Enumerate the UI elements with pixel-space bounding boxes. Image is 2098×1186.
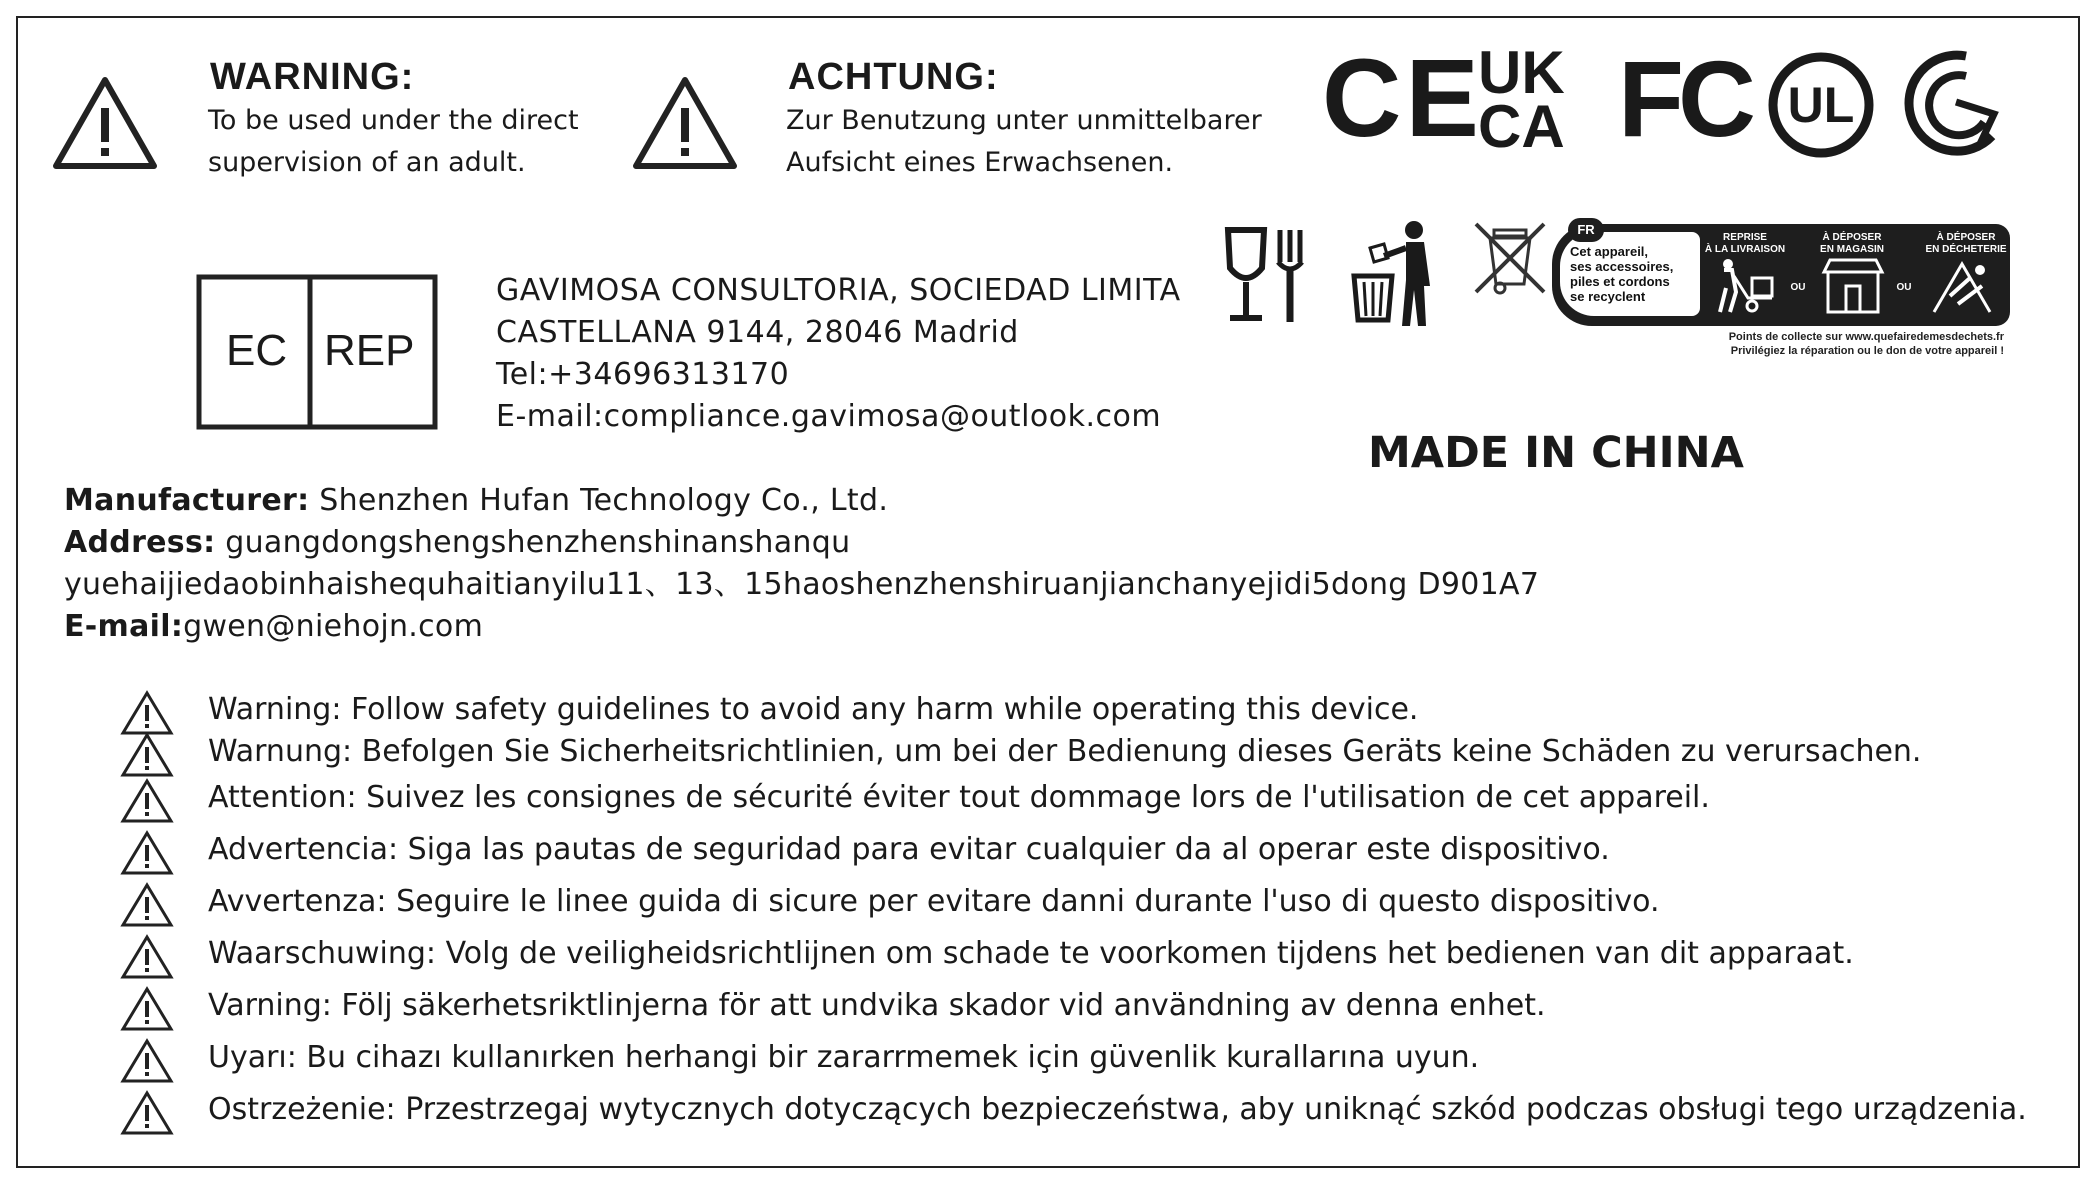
warning-text: Avvertenza: Seguire le linee guida di sicure per evitare danni durante l'uso di questo dispositivo. xyxy=(208,884,1660,919)
address-line2: yuehaijiedaobinhaishequhaitianyilu11、13、15haoshenzhenshiruanjianchanyejidi5dong D901A7 xyxy=(64,567,1540,602)
warning-triangle-icon xyxy=(120,778,174,824)
ul-mark-text: UL xyxy=(1787,77,1855,133)
warning-text: Uyarı: Bu cihazı kullanırken herhangi bir zararrmemek için güvenlik kurallarına uyun. xyxy=(208,1040,1480,1075)
ukca-mark-bottom: CA xyxy=(1478,93,1565,160)
tidyman-icon xyxy=(1348,220,1448,330)
warning-de-line2: Aufsicht eines Erwachsenen. xyxy=(786,147,1174,178)
warning-text: Warnung: Befolgen Sie Sicherheitsrichtlinien, um bei der Bedienung dieses Geräts keine Schäden zu verursachen. xyxy=(208,734,1922,769)
triman-text-2: ses accessoires, xyxy=(1570,259,1674,274)
warning-en-title: WARNING: xyxy=(210,56,415,98)
warning-text: Advertencia: Siga las pautas de seguridad para evitar cualquier da al operar este dispositivo. xyxy=(208,832,1610,867)
address-line xyxy=(64,522,850,564)
recycling-center-icon xyxy=(1930,256,1998,318)
ec-rep-email: E-mail:compliance.gavimosa@outlook.com xyxy=(496,399,1162,434)
ec-rep-right-label: REP xyxy=(324,326,415,375)
ce-mark-icon: CE xyxy=(1322,37,1483,160)
ec-rep-tel: Tel:+34696313170 xyxy=(496,357,790,392)
triman-col1-label2: À LA LIVRAISON xyxy=(1704,244,1786,255)
warning-en-line1: To be used under the direct xyxy=(208,105,579,136)
warning-row xyxy=(120,880,2070,930)
warning-triangle-icon xyxy=(120,830,174,876)
triman-col2-label2: EN MAGASIN xyxy=(1820,244,1884,255)
triman-text-1: Cet appareil, xyxy=(1570,244,1649,259)
store-icon xyxy=(1820,256,1886,318)
triman-or-1: OU xyxy=(1790,282,1806,293)
weee-crossed-bin-icon xyxy=(1470,218,1550,298)
triman-col3-label1: À DÉPOSER xyxy=(1936,232,1996,243)
warning-de-title: ACHTUNG: xyxy=(788,56,999,98)
warning-triangle-icon xyxy=(120,1090,174,1136)
food-safe-icon xyxy=(1222,224,1314,328)
triman-fr-badge: FR xyxy=(1568,218,1604,242)
warning-text: Varning: Följ säkerhetsriktlinjerna för att undvika skador vid användning av denna enhet. xyxy=(208,988,1546,1023)
warning-triangle-icon xyxy=(120,986,174,1032)
warning-text: Waarschuwing: Volg de veiligheidsrichtlijnen om schade te voorkomen tijdens het bedienen van dit apparaat. xyxy=(208,936,1854,971)
warning-triangle-icon xyxy=(120,732,174,778)
ec-rep-company: GAVIMOSA CONSULTORIA, SOCIEDAD LIMITA xyxy=(496,273,1181,308)
warning-triangle-icon xyxy=(630,74,740,174)
manufacturer-email-value: gwen@niehojn.com xyxy=(183,609,484,644)
ec-rep-street: CASTELLANA 9144, 28046 Madrid xyxy=(496,315,1019,350)
address-line1: guangdongshengshenzhenshinanshanqu xyxy=(215,525,851,560)
manufacturer-email-line xyxy=(64,606,483,648)
warning-text: Attention: Suivez les consignes de sécurité éviter tout dommage lors de l'utilisation de cet appareil. xyxy=(208,780,1710,815)
warning-row xyxy=(120,1036,2070,1086)
manufacturer-value: Shenzhen Hufan Technology Co., Ltd. xyxy=(309,483,889,518)
warning-triangle-icon xyxy=(120,934,174,980)
triman-col1-label1: REPRISE xyxy=(1723,232,1767,243)
triman-note-2: Privilégiez la réparation ou le don de votre appareil ! xyxy=(1730,345,2004,357)
warning-row xyxy=(120,932,2070,982)
delivery-return-icon xyxy=(1712,258,1780,316)
warning-en-line2: supervision of an adult. xyxy=(208,147,526,178)
manufacturer-email-label: E-mail: xyxy=(64,609,184,644)
address-label: Address: xyxy=(64,525,216,560)
ul-mark-icon xyxy=(1766,50,1876,160)
triman-note-1: Points de collecte sur www.quefairedemesdechets.fr xyxy=(1728,331,2004,343)
warning-row xyxy=(120,730,2070,780)
fcc-mark-icon: FC xyxy=(1618,38,1750,159)
warning-triangle-icon xyxy=(120,1038,174,1084)
cetl-mark-icon xyxy=(1896,44,2006,164)
triman-text-3: piles et cordons xyxy=(1570,274,1670,289)
triman-col3-label2: EN DÉCHETERIE xyxy=(1925,244,2007,255)
warning-text: Warning: Follow safety guidelines to avoid any harm while operating this device. xyxy=(208,692,1419,727)
warning-triangle-icon xyxy=(50,74,160,174)
warning-row xyxy=(120,776,2070,826)
warning-row xyxy=(120,828,2070,878)
triman-col2-label1: À DÉPOSER xyxy=(1822,232,1882,243)
warning-row xyxy=(120,1088,2070,1138)
manufacturer-label: Manufacturer: xyxy=(64,483,310,518)
warning-text: Ostrzeżenie: Przestrzegaj wytycznych dotyczących bezpieczeństwa, aby uniknąć szkód podczas obsługi tego urządzenia. xyxy=(208,1092,2027,1127)
triman-or-2: OU xyxy=(1896,282,1912,293)
warning-row xyxy=(120,984,2070,1034)
ukca-mark-top: UK xyxy=(1478,39,1565,106)
ec-rep-left-label: EC xyxy=(226,326,288,375)
warning-triangle-icon xyxy=(120,882,174,928)
made-in-label: MADE IN CHINA xyxy=(1368,428,1744,478)
manufacturer-line xyxy=(64,480,888,522)
warning-de-line1: Zur Benutzung unter unmittelbarer xyxy=(786,105,1262,136)
triman-text-4: se recyclent xyxy=(1570,289,1646,304)
